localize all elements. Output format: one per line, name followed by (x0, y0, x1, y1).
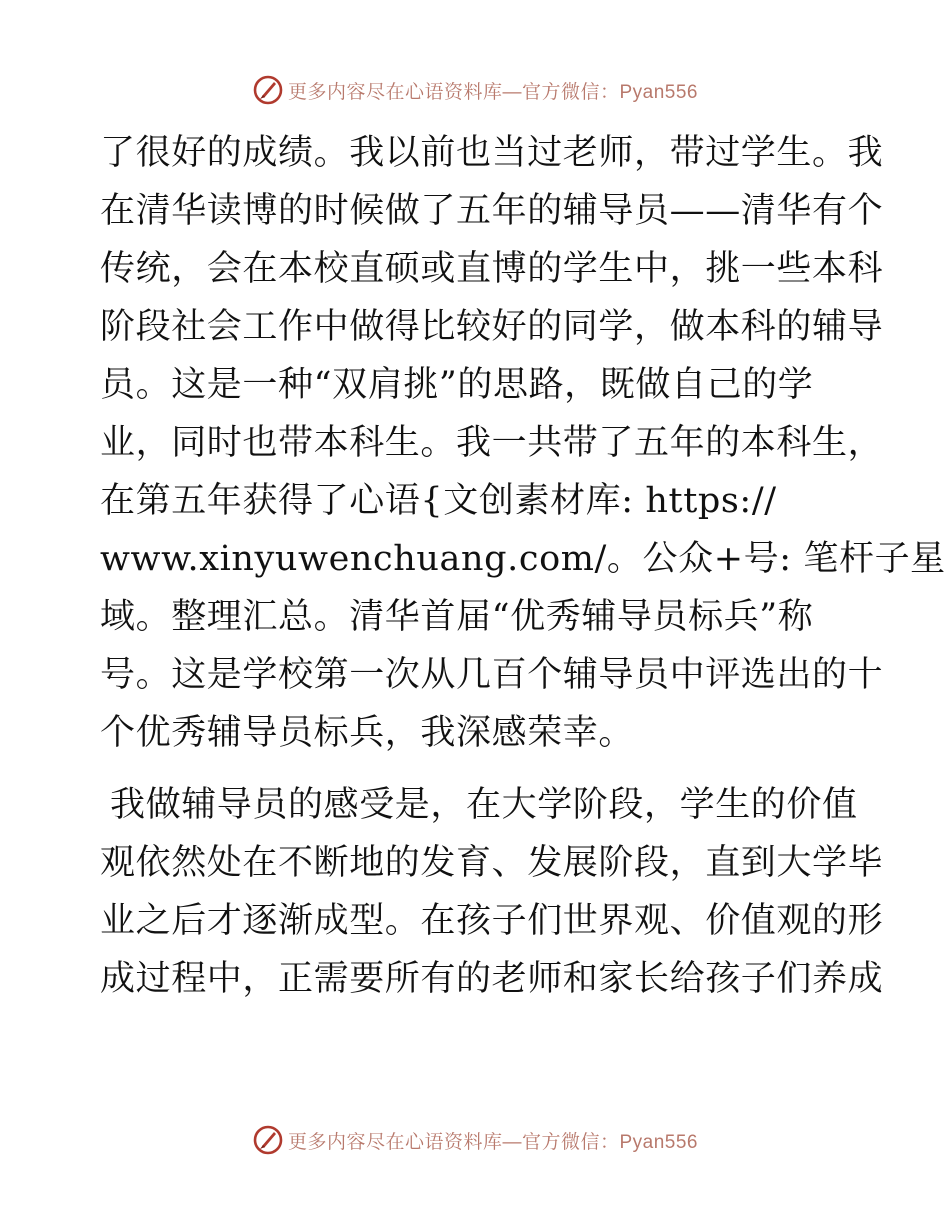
text-line: 在第五年获得了心语{文创素材库: https:// (100, 481, 777, 521)
text-line: 成过程中，正需要所有的老师和家长给孩子们养成 (100, 959, 884, 999)
text-line: 阶段社会工作中做得比较好的同学，做本科的辅导 (100, 307, 884, 347)
paragraph-1 (100, 124, 946, 762)
text-line: 在清华读博的时候做了五年的辅导员——清华有个 (100, 191, 884, 231)
text-line: 观依然处在不断地的发育、发展阶段，直到大学毕 (100, 843, 884, 883)
text-line: 传统，会在本校直硕或直博的学生中，挑一些本科 (100, 249, 884, 289)
quill-logo-icon (252, 74, 284, 106)
text-line: 业，同时也带本科生。我一共带了五年的本科生， (100, 423, 884, 463)
paragraph-spacer (100, 762, 860, 776)
text-line: 业之后才逐渐成型。在孩子们世界观、价值观的形 (100, 901, 884, 941)
text-line: 我做辅导员的感受是，在大学阶段，学生的价值 (110, 785, 858, 825)
paragraph-2 (100, 776, 884, 1008)
text-line: 了很好的成绩。我以前也当过老师，带过学生。我 (100, 133, 884, 173)
document-body (100, 124, 946, 1008)
footer-banner (0, 1120, 950, 1160)
text-line: www.xinyuwenchuang.com/。公众+号: 笔杆子星 (100, 539, 946, 579)
header-banner (0, 70, 950, 110)
text-line: 员。这是一种“双肩挑”的思路，既做自己的学 (100, 365, 814, 405)
text-line: 个优秀辅导员标兵，我深感荣幸。 (100, 713, 635, 753)
text-line: 号。这是学校第一次从几百个辅导员中评选出的十 (100, 655, 884, 695)
quill-logo-icon (252, 1124, 284, 1156)
header-banner-text: 更多内容尽在心语资料库—官方微信：Pyan556 (287, 81, 698, 103)
footer-banner-text: 更多内容尽在心语资料库—官方微信：Pyan556 (287, 1131, 698, 1153)
text-line: 域。整理汇总。清华首届“优秀辅导员标兵”称 (100, 597, 814, 637)
